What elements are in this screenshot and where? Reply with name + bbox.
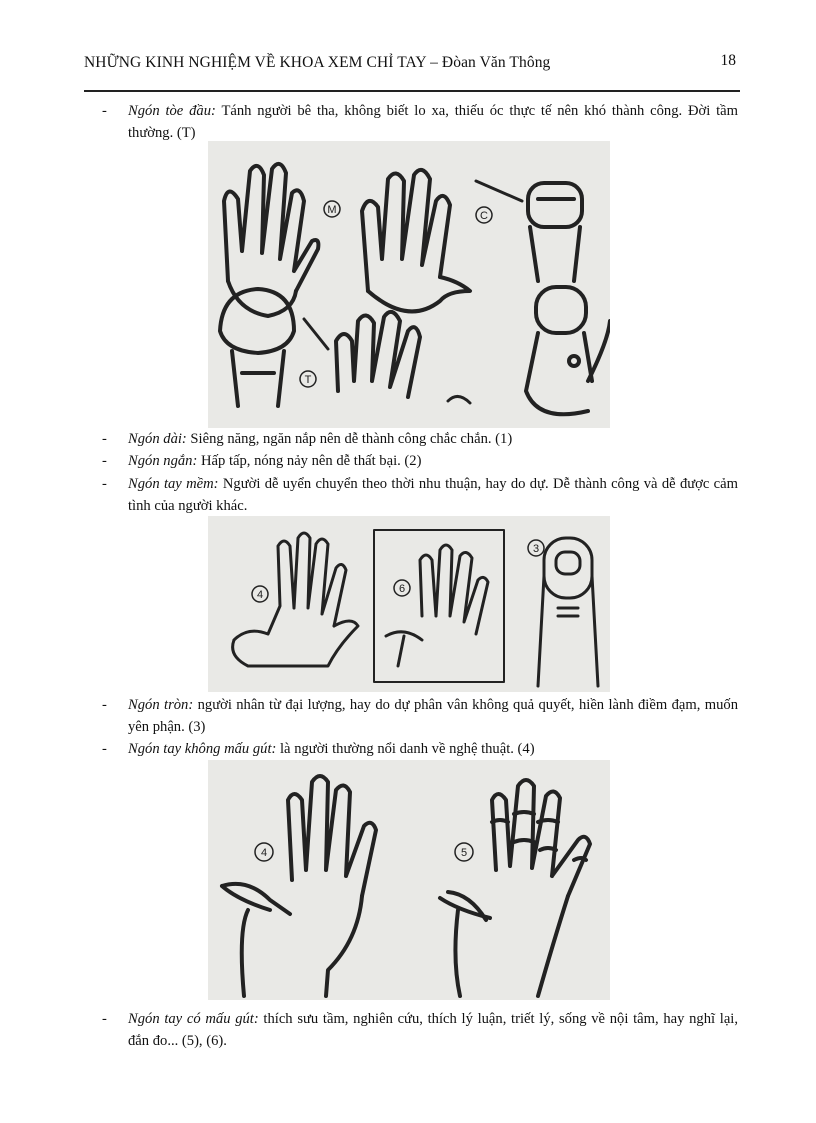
fig3-label-5: 5 [460, 847, 468, 859]
fig3-label-4: 4 [260, 847, 268, 859]
page-header [84, 50, 740, 92]
item-text: Người dễ uyển chuyển theo thời nhu thuận, hay do dự. Dễ thành công và dễ được cảm tình của người khác. [128, 476, 738, 514]
item-text: Tánh người bê tha, không biết lo xa, thiếu óc thực tế nên khó thành công. Đời tầm thường. (T) [128, 103, 738, 141]
header-title: NHỮNG KINH NGHIỆM VỀ KHOA XEM CHỈ TAY – Đòan Văn Thông [84, 54, 551, 71]
item-text: người nhân từ đại lượng, hay do dự phân vân không quả quyết, hiền lành điềm đạm, muốn yên phận. (3) [128, 697, 738, 735]
fig2-label-4: 4 [256, 589, 264, 601]
page-number: 18 [720, 52, 736, 69]
item-text: Siêng năng, ngăn nắp nên dễ thành công chắc chắn. (1) [186, 431, 513, 447]
item-term: Ngón dài: [128, 431, 187, 447]
hand-illustration [208, 760, 610, 1000]
bullet-dash: - [102, 1011, 107, 1027]
bullet-dash: - [102, 453, 107, 469]
figure-hands-soft-fingers [208, 516, 610, 692]
item-text: là người thường nổi danh về nghệ thuật. (4) [276, 741, 535, 757]
figure-hands-spatulate [208, 141, 610, 428]
fig1-label-c: C [480, 210, 488, 222]
hand-illustration [208, 516, 610, 692]
bullet-dash: - [102, 431, 107, 447]
item-term: Ngón tay có mấu gút: [128, 1011, 259, 1027]
bullet-dash: - [102, 741, 107, 757]
item-term: Ngón tòe đầu: [128, 103, 216, 119]
hand-illustration [208, 141, 610, 428]
item-term: Ngón tròn: [128, 697, 194, 713]
item-term: Ngón tay mềm: [128, 476, 219, 492]
figure-hands-knotted [208, 760, 610, 1000]
bullet-dash: - [102, 103, 107, 119]
item-term: Ngón tay không mấu gút: [128, 741, 277, 757]
fig2-label-6: 6 [398, 583, 406, 595]
bullet-dash: - [102, 697, 107, 713]
bullet-dash: - [102, 476, 107, 492]
fig2-label-3: 3 [532, 543, 540, 555]
fig1-label-t: T [304, 374, 312, 386]
item-term: Ngón ngắn: [128, 453, 198, 469]
item-text: Hấp tấp, nóng nảy nên dễ thất bại. (2) [197, 453, 422, 469]
item-text: thích sưu tầm, nghiên cứu, thích lý luận, triết lý, sống về nội tâm, hay nghĩ lại, đắn đo... (5), (6). [128, 1011, 738, 1049]
fig1-label-m: M [327, 204, 337, 216]
